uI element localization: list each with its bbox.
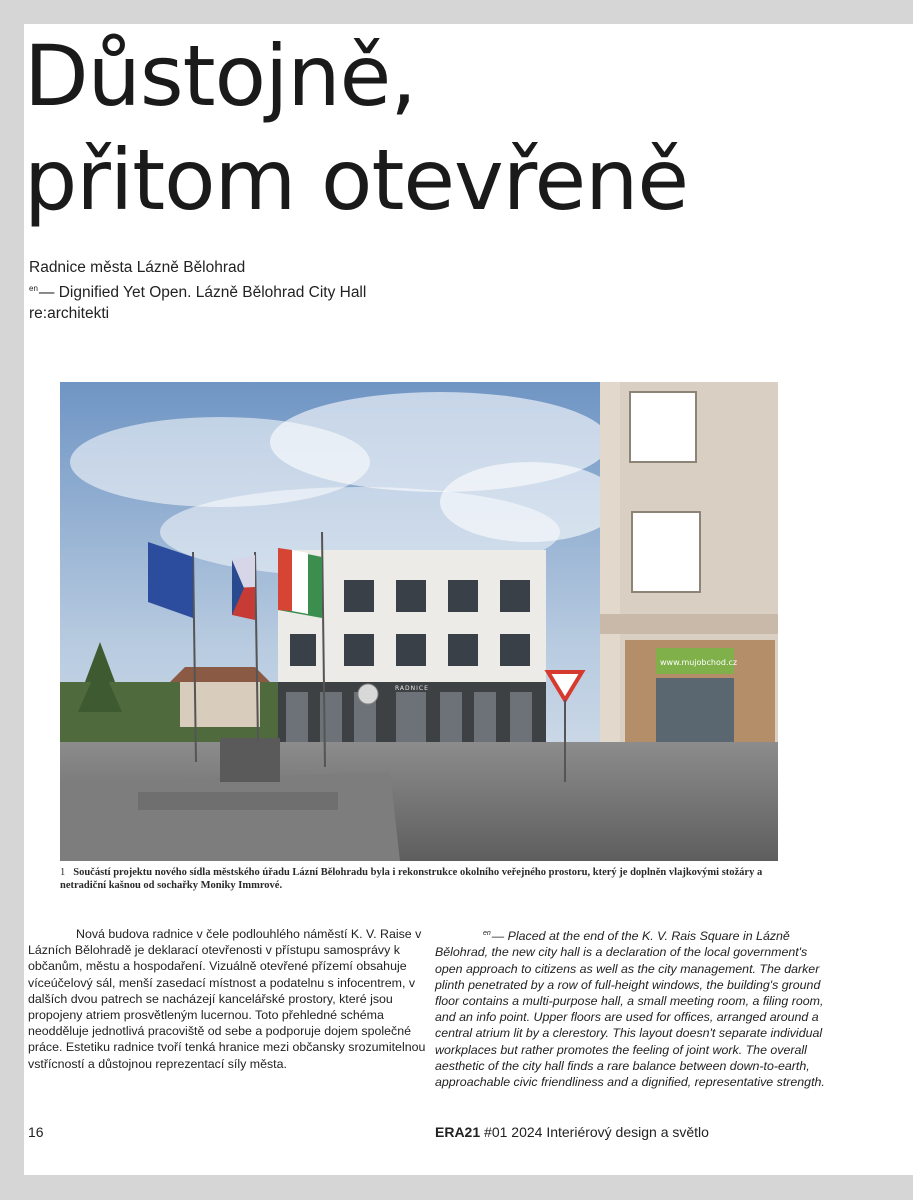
issue-info: #01 2024 Interiérový design a světlo: [484, 1124, 709, 1140]
title-line-1: Důstojně,: [24, 27, 416, 125]
building-sign: RADNICE: [395, 685, 429, 692]
running-footer: [435, 1124, 709, 1140]
city-hall-photo: [60, 382, 778, 861]
en-marker: en: [29, 284, 38, 293]
photo-illustration: [60, 382, 778, 861]
house: [180, 682, 260, 727]
body-czech-paragraph: Nová budova radnice v čele podlouhlého náměstí K. V. Raise v Lázních Bělohradě je deklarací otevřenosti v přístupu samosprávy k občanům, městu a hospodaření. Vizuálně otevřené přízemí obsahuje víceúčelový sál, menší zasedací místnost a podatelnu s infocentrem, v dalších dvou patrech se nacházejí kancelářské prostory, které jsou propojeny atriem prosvětleným lucernou. Toto přehledné schéma neodděluje jednotlivá pracoviště od sebe a podporuje dojem společné práce. Estetiku radnice tvoří tenká hranice mezi občansky srozumitelnou vstřícností a důstojnou reprezentací síly města.: [28, 927, 426, 1071]
subhead-author: re:architekti: [29, 305, 110, 323]
body-english-text: — Placed at the end of the K. V. Rais Square in Lázně Bělohrad, the new city hall is a declaration of the local government's open approach to citizens as well as the city management. The darker plinth penetrated by a row of full-height windows, the building's ground floor contains a multi-purpose hall, a small meeting room, a filing room, and an info point. Upper floors are used for offices, arranged around a central atrium lit by a clerestory. This layout doesn't separate individual workplaces but rather promotes the feeling of joint work. The overall aesthetic of the city hall finds a rare balance between down-to-earth, approachable civic friendliness and a dignified, representative strength.: [435, 929, 825, 1089]
article-subhead: [29, 257, 366, 324]
subhead-cz-title: Radnice města Lázně Bělohrad: [29, 259, 246, 276]
magazine-brand: ERA21: [435, 1124, 481, 1140]
town-flag-stripe: [292, 550, 308, 614]
caption-number: 1: [60, 867, 66, 878]
traffic-sign: [358, 684, 378, 704]
corner-cornice: [600, 614, 778, 634]
article-title: [24, 24, 688, 232]
fountain-basin: [138, 792, 338, 810]
subhead-en-text: — Dignified Yet Open. Lázně Bělohrad City Hall: [38, 284, 367, 302]
house-roof: [170, 667, 270, 682]
cloud: [440, 462, 620, 542]
caption-text: Součástí projektu nového sídla městského úřadu Lázní Bělohradu byla i rekonstrukce okolního veřejného prostoru, který je doplněn vlajkovými stožáry a netradiční kašnou od sochařky Moniky Immrové.: [60, 867, 763, 891]
town-flag-red: [278, 548, 292, 611]
en-marker: en: [483, 930, 491, 937]
cobblestone-plaza: [60, 772, 400, 861]
body-text-english: [435, 926, 830, 1090]
shop-sign: www.mujobchod.cz: [660, 658, 738, 667]
fountain-sculpture: [220, 738, 280, 782]
page-number: 16: [28, 1124, 44, 1140]
subhead-en-title: [29, 278, 366, 303]
photo-caption: [60, 867, 800, 892]
body-english-paragraph: [435, 926, 830, 1090]
title-line-2: přitom otevřeně: [24, 131, 689, 229]
ground-windows: [286, 692, 532, 742]
body-text-czech: [28, 926, 428, 1072]
